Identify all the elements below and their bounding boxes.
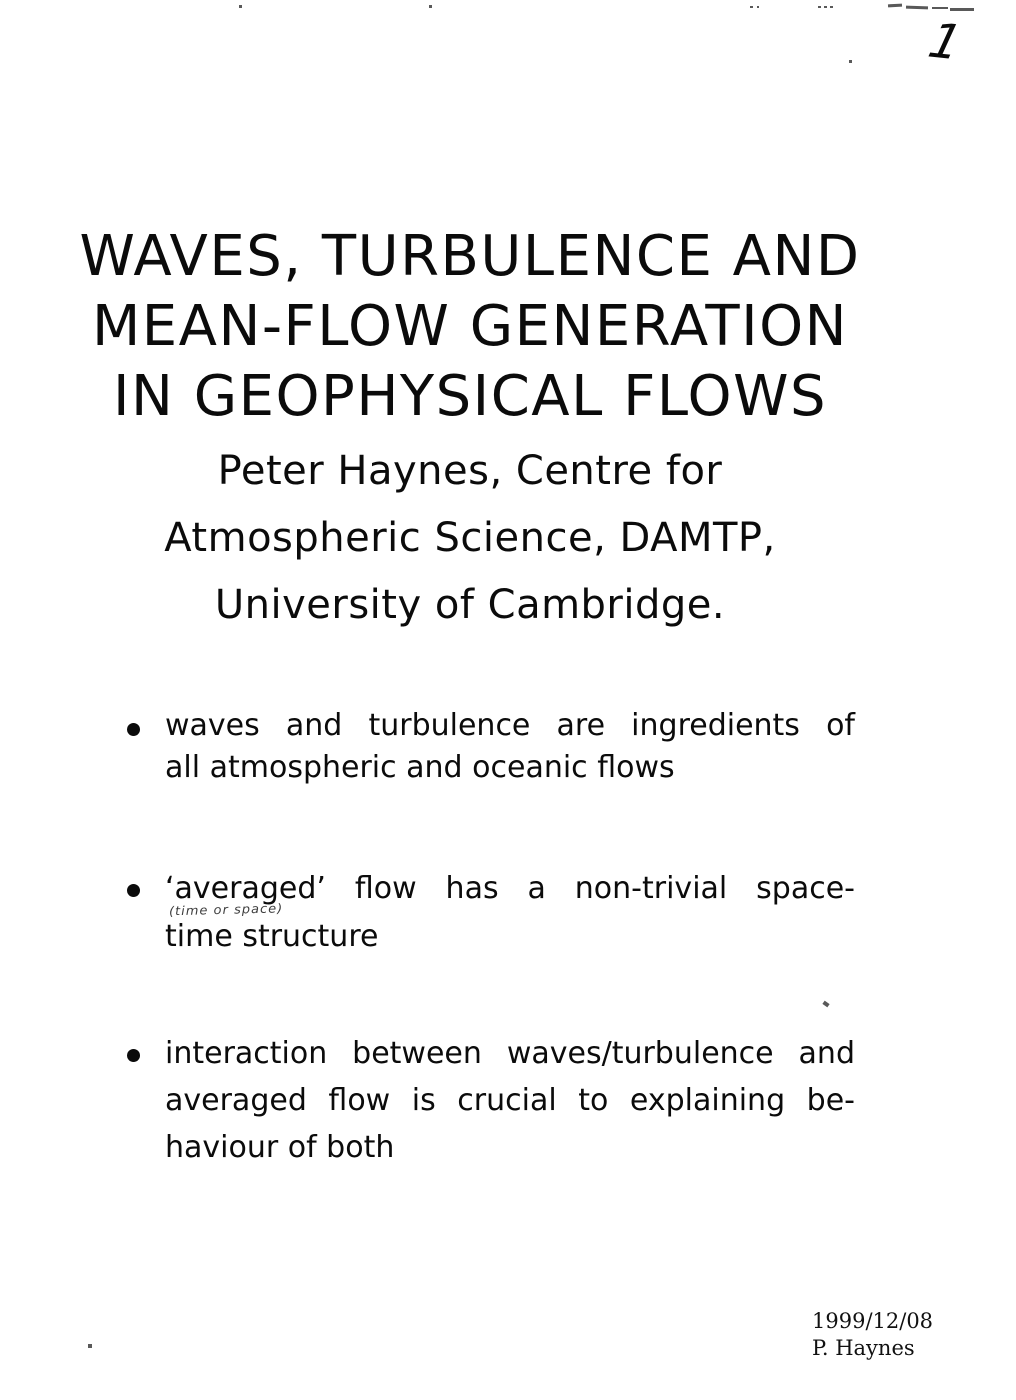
scan-artifact: [239, 5, 242, 8]
footer-author: P. Haynes: [812, 1336, 915, 1360]
slide-title: [0, 222, 940, 432]
bullet-line: waves and turbulence are ingredients of: [165, 708, 855, 743]
bullet-icon: [127, 1049, 140, 1062]
scan-artifact: [932, 7, 948, 9]
bullet-icon: [127, 884, 140, 897]
scan-artifact: [849, 60, 852, 63]
scan-artifact: [429, 5, 432, 8]
author-line: Atmospheric Science, DAMTP,: [164, 515, 776, 561]
scan-artifact: [906, 6, 928, 10]
scan-artifact: [88, 1344, 92, 1348]
bullet-line: haviour of both: [165, 1130, 395, 1165]
bullet-line: ‘averaged’ flow has a non-trivial space-: [165, 871, 855, 906]
bullet-icon: [127, 723, 140, 736]
title-line: WAVES, TURBULENCE AND: [79, 224, 861, 289]
scan-artifact: [888, 4, 902, 8]
handwritten-annotation: (time or space): [168, 901, 284, 920]
bullet-line: averaged flow is crucial to explaining be-: [165, 1083, 855, 1118]
footer-date: 1999/12/08: [812, 1309, 934, 1333]
footer: [812, 1308, 933, 1362]
bullet-line: all atmospheric and oceanic flows: [165, 750, 675, 785]
author-line: Peter Haynes, Centre for: [217, 448, 723, 494]
page-number: 1: [923, 12, 968, 72]
author-affiliation: [0, 438, 940, 639]
scan-artifact: [818, 6, 821, 8]
bullet-line: interaction between waves/turbulence and: [165, 1036, 855, 1071]
bullet-item: [165, 1030, 855, 1171]
bullet-item: [165, 705, 855, 789]
title-line: IN GEOPHYSICAL FLOWS: [112, 364, 828, 429]
scan-artifact: [830, 6, 833, 8]
scan-artifact: [750, 6, 753, 8]
scan-artifact: [824, 6, 827, 8]
scan-artifact: [822, 1001, 829, 1008]
scan-artifact: [757, 6, 759, 8]
author-line: University of Cambridge.: [214, 582, 726, 628]
bullet-line: time structure: [165, 919, 379, 954]
scan-artifact: [950, 8, 974, 11]
title-line: MEAN-FLOW GENERATION: [91, 294, 849, 359]
